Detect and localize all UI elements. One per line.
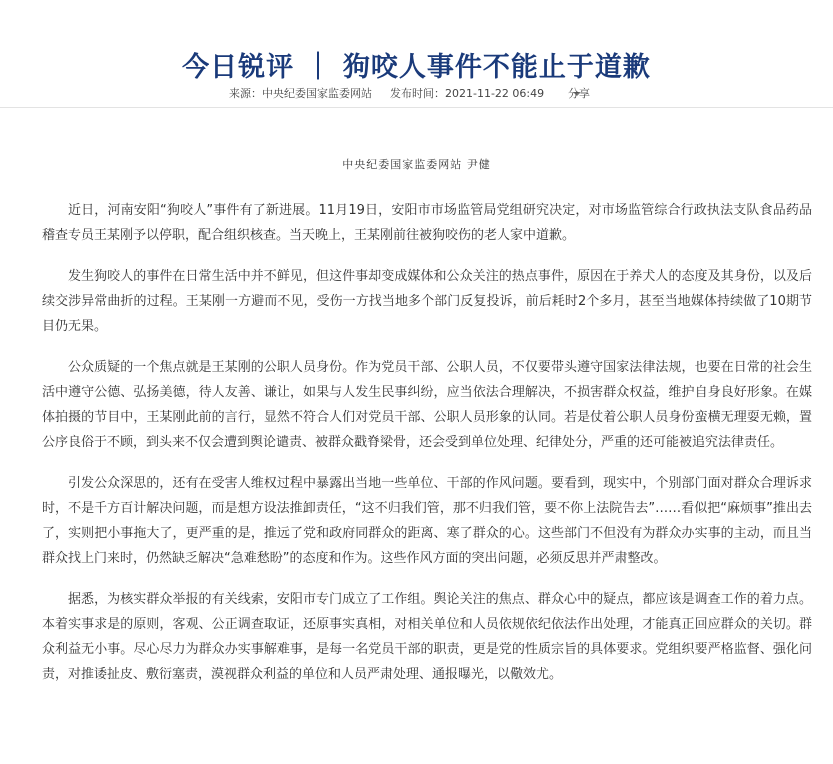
paragraph: 发生狗咬人的事件在日常生活中并不鲜见，但这件事却变成媒体和公众关注的热点事件，原因在于养犬人的态度及其身份，以及后续交涉异常曲折的过程。王某刚一方避而不见，受伤一方找当地多个部门反复投诉，前后耗时2个多月，甚至当地媒体持续做了10期节目仍无果。 [42,269,812,334]
article-byline: 中央纪委国家监委网站 尹健 [342,158,491,171]
header-divider [0,107,833,108]
article-meta [0,83,833,105]
share-button[interactable] [568,83,590,105]
article-body [42,198,812,703]
paragraph: 据悉，为核实群众举报的有关线索，安阳市专门成立了工作组。舆论关注的焦点、群众心中的疑点，都应该是调查工作的着力点。本着实事求是的原则，客观、公正调查取证，还原事实真相，对相关单位和人员依规依纪依法作出处理，才能真正回应群众的关切。群众利益无小事。尽心尽力为群众办实事解难事，是每一名党员干部的职责，更是党的性质宗旨的具体要求。党组织要严格监督、强化问责，对推诿扯皮、敷衍塞责，漠视群众利益的单位和人员严肃处理、通报曝光，以儆效尤。 [42,592,812,682]
paragraph: 引发公众深思的，还有在受害人维权过程中暴露出当地一些单位、干部的作风问题。要看到，现实中，个别部门面对群众合理诉求时，不是千方百计解决问题，而是想方设法推卸责任，“这不归我们管，那不归我们管，要不你上法院告去”……看似把“麻烦事”推出去了，实则把小事拖大了，更严重的是，推远了党和政府同群众的距离、寒了群众的心。这些部门不但没有为群众办实事的主动，而且当群众找上门来时，仍然缺乏解决“急难愁盼”的态度和作为。这些作风方面的突出问题，必须反思并严肃整改。 [42,476,812,566]
paragraph: 公众质疑的一个焦点就是王某刚的公职人员身份。作为党员干部、公职人员，不仅要带头遵守国家法律法规，也要在日常的社会生活中遵守公德、弘扬美德，待人友善、谦让，如果与人发生民事纠纷，应当依法合理解决，不损害群众权益，维护自身良好形象。在媒体拍摄的节目中，王某刚此前的言行，显然不符合人们对党员干部、公职人员形象的认同。若是仗着公职人员身份蛮横无理耍无赖，置公序良俗于不顾，到头来不仅会遭到舆论谴责、被群众戳脊梁骨，还会受到单位处理、纪律处分，严重的还可能被追究法律责任。 [42,360,812,450]
article-title: 今日锐评 ｜ 狗咬人事件不能止于道歉 [182,52,651,84]
paragraph: 近日，河南安阳“狗咬人”事件有了新进展。11月19日，安阳市市场监管局党组研究决定，对市场监管综合行政执法支队食品药品稽查专员王某刚予以停职，配合组织核查。当天晚上，王某刚前往被狗咬伤的老人家中道歉。 [42,203,812,243]
publish-time: 发布时间：2021-11-22 06:49 [390,87,545,100]
article-source: 来源：中央纪委国家监委网站 [229,87,372,100]
share-label: 分享 [568,87,590,100]
